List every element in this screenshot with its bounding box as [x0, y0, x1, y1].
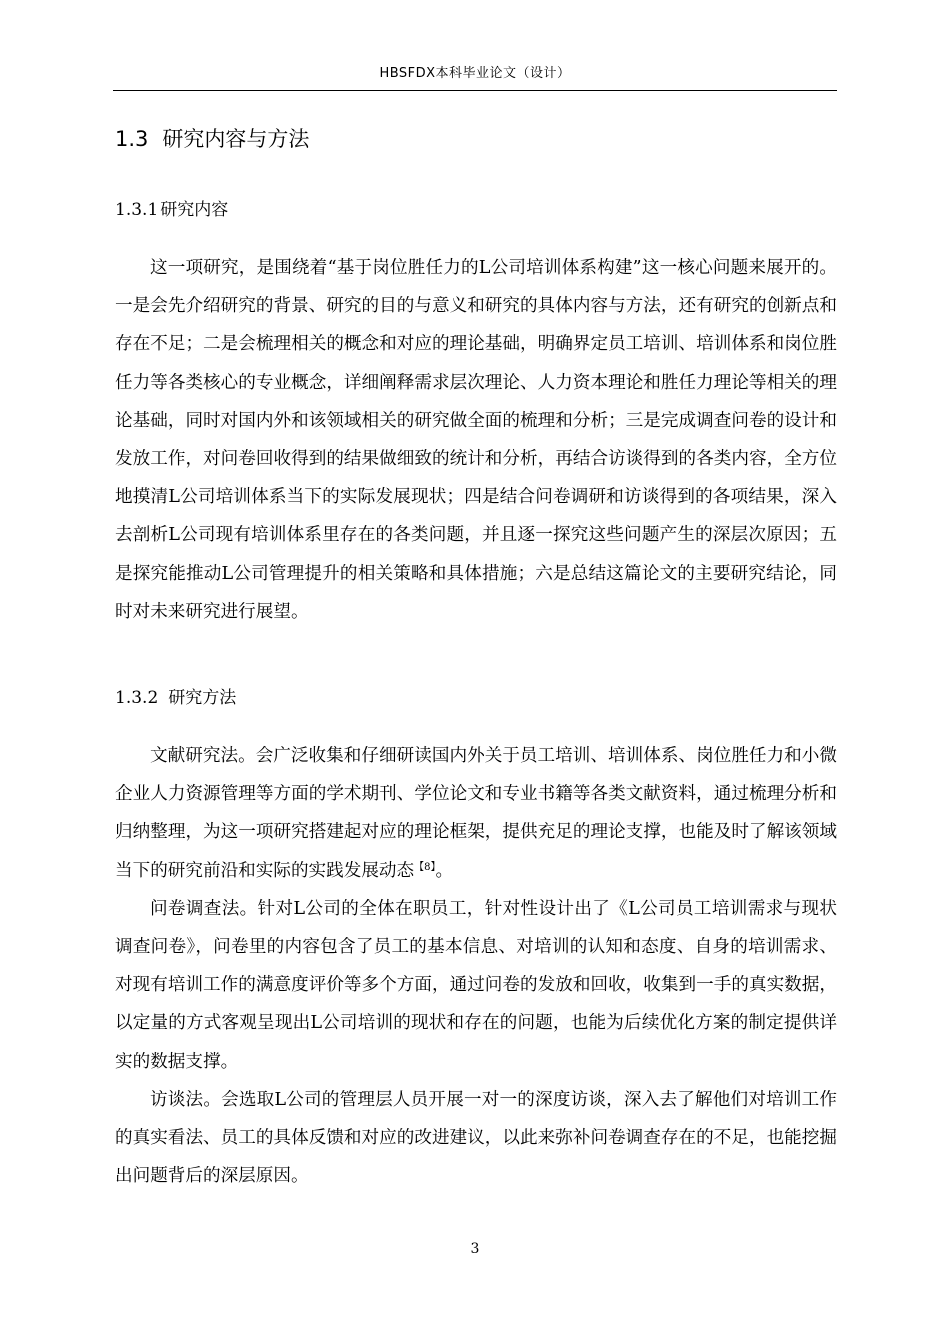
subsection-heading-methods — [115, 685, 236, 711]
section-heading — [115, 124, 309, 154]
research-content-body — [115, 249, 837, 631]
subsection-number: 1.3.1 — [115, 200, 159, 220]
paragraph-text: 文献研究法。会广泛收集和仔细研读国内外关于员工培训、培训体系、岗位胜任力和小微企业人力资源管理等方面的学术期刊、学位论文和专业书籍等各类文献资料，通过梳理分析和归纳整理，为这一项研究搭建起对应的理论框架，提供充足的理论支撑，也能及时了解该领域当下的研究前沿和实际的实践发展动态 — [115, 746, 837, 881]
subsection-title: 研究方法 — [168, 688, 237, 708]
section-number: 1.3 — [115, 127, 149, 151]
body-paragraph-literature — [115, 737, 837, 890]
subsection-title: 研究内容 — [160, 200, 229, 220]
body-paragraph-interview: 访谈法。会选取L公司的管理层人员开展一对一的深度访谈，深入去了解他们对培训工作的真实看法、员工的具体反馈和对应的改进建议，以此来弥补问卷调查存在的不足，也能挖掘出问题背后的深层原因。 — [115, 1089, 837, 1187]
research-methods-body — [115, 737, 837, 1195]
running-header: HBSFDX本科毕业论文（设计） — [379, 66, 571, 81]
header-rule — [113, 90, 837, 91]
citation-marker: 【8】 — [414, 861, 436, 873]
subsection-number: 1.3.2 — [115, 688, 159, 708]
section-title: 研究内容与方法 — [162, 127, 310, 151]
page-number: 3 — [470, 1241, 480, 1257]
subsection-heading-content — [115, 197, 228, 223]
paragraph-end: 。 — [435, 860, 454, 881]
body-paragraph-questionnaire: 问卷调查法。针对L公司的全体在职员工，针对性设计出了《L公司员工培训需求与现状调查问卷》，问卷里的内容包含了员工的基本信息、对培训的认知和态度、自身的培训需求、对现有培训工作的满意度评价等多个方面，通过问卷的发放和回收，收集到一手的真实数据，以定量的方式客观呈现出L公司培训的现状和存在的问题，也能为后续优化方案的制定提供详实的数据支撑。 — [115, 898, 837, 1072]
body-paragraph: 这一项研究，是围绕着“基于岗位胜任力的L公司培训体系构建”这一核心问题来展开的。一是会先介绍研究的背景、研究的目的与意义和研究的具体内容与方法，还有研究的创新点和存在不足；二是会梳理相关的概念和对应的理论基础，明确界定员工培训、培训体系和岗位胜任力等各类核心的专业概念，详细阐释需求层次理论、人力资本理论和胜任力理论等相关的理论基础，同时对国内外和该领域相关的研究做全面的梳理和分析；三是完成调查问卷的设计和发放工作，对问卷回收得到的结果做细致的统计和分析，再结合访谈得到的各类内容，全方位地摸清L公司培训体系当下的实际发展现状；四是结合问卷调研和访谈得到的各项结果，深入去剖析L公司现有培训体系里存在的各类问题，并且逐一探究这些问题产生的深层次原因；五是探究能推动L公司管理提升的相关策略和具体措施；六是总结这篇论文的主要研究结论，同时对未来研究进行展望。 — [115, 258, 837, 622]
